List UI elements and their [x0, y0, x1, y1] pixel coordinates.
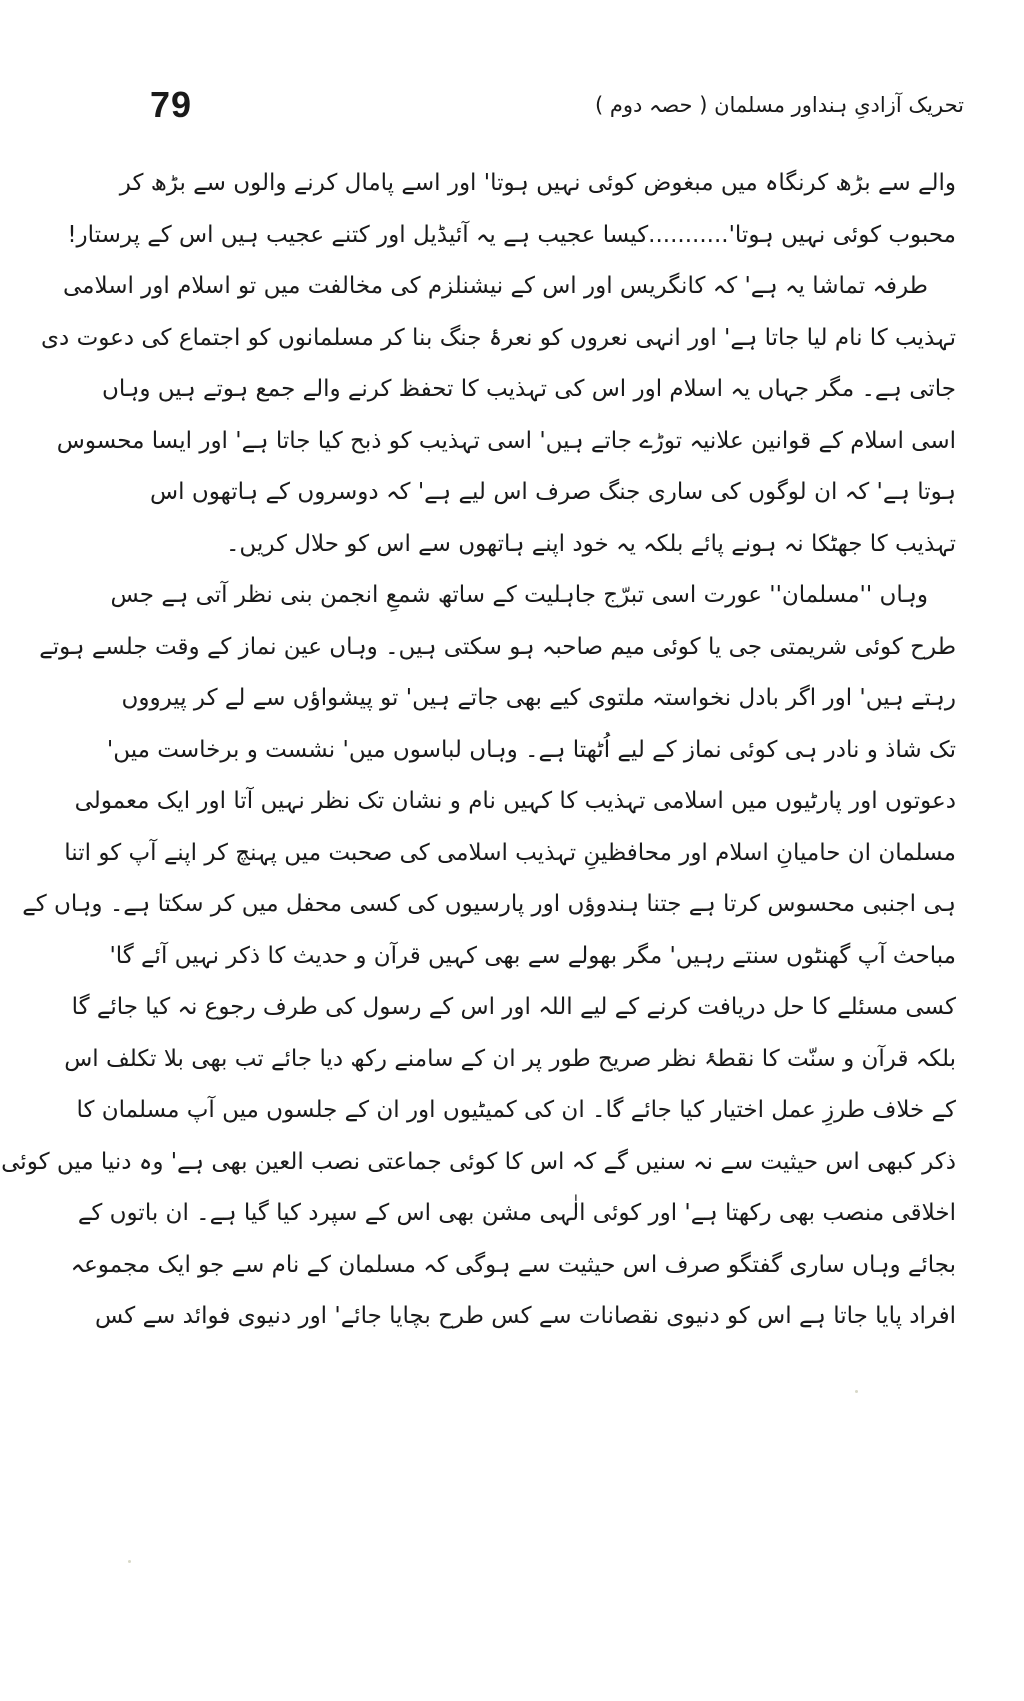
text-line: ذکر کبھی اس حیثیت سے نہ سنیں گے کہ اس کا کوئی جماعتی نصب العین بھی ہے' وہ دنیا میں کوئی	[1, 1148, 956, 1175]
text-line: رہتے ہیں' اور اگر بادل نخواستہ ملتوی کیے بھی جاتے ہیں' تو پیشواؤں سے لے کر پیرووں	[121, 685, 956, 711]
text-line: طرفہ تماشا یہ ہے' کہ کانگریس اور اس کے نیشنلزم کی مخالفت میں تو اسلام اور اسلامی	[62, 273, 928, 299]
text-line: مسلمان ان حامیانِ اسلام اور محافظینِ تہذیب اسلامی کی صحبت میں پہنچ کر اپنے آپ کو اتنا	[64, 839, 956, 866]
text-line: تک شاذ و نادر ہی کوئی نماز کے لیے اُٹھتا ہے۔ وہاں لباسوں میں' نشست و برخاست میں'	[106, 736, 956, 763]
text-line: تہذیب کا جھٹکا نہ ہونے پائے بلکہ یہ خود اپنے ہاتھوں سے اس کو حلال کریں۔	[225, 530, 956, 557]
text-line: طرح کوئی شریمتی جی یا کوئی میم صاحبہ ہو سکتی ہیں۔ وہاں عین نماز کے وقت جلسے ہوتے	[39, 633, 956, 660]
text-line: ہی اجنبی محسوس کرتا ہے جتنا ہندوؤں اور پارسیوں کی کسی محفل میں کر سکتا ہے۔ وہاں کے	[22, 891, 956, 917]
text-line: بجائے وہاں ساری گفتگو صرف اس حیثیت سے ہوگی کہ مسلمان کے نام سے جو ایک مجموعہ	[70, 1251, 956, 1278]
page-number: 79	[150, 84, 193, 125]
text-line: افراد پایا جاتا ہے اس کو دنیوی نقصانات سے کس طرح بچایا جائے' اور دنیوی فوائد سے کس	[94, 1303, 956, 1329]
text-line: والے سے بڑھ کرنگاہ میں مبغوض کوئی نہیں ہوتا' اور اسے پامال کرنے والوں سے بڑھ کر	[119, 170, 956, 196]
text-line: کے خلاف طرزِ عمل اختیار کیا جائے گا۔ ان کی کمیٹیوں اور ان کے جلسوں میں آپ مسلمان کا	[76, 1097, 956, 1123]
text-line: تہذیب کا نام لیا جاتا ہے' اور انہی نعروں کو نعرۂ جنگ بنا کر مسلمانوں کو اجتماع کی دعوت دی	[41, 324, 956, 351]
scan-speck	[855, 1390, 858, 1393]
text-line: محبوب کوئی نہیں ہوتا'...........کیسا عجیب ہے یہ آئیڈیل اور کتنے عجیب ہیں اس کے پرستار!	[67, 221, 956, 248]
page-header	[150, 80, 964, 130]
running-title: تحریک آزادیِ ہنداور مسلمان ( حصہ دوم )	[594, 93, 964, 117]
text-line: بلکہ قرآن و سنّت کا نقطۂ نظر صریح طور پر ان کے سامنے رکھ دیا جائے تب بھی بلا تکلف اس	[64, 1045, 956, 1072]
text-line: وہاں ''مسلمان'' عورت اسی تبرّج جاہلیت کے ساتھ شمعِ انجمن بنی نظر آتی ہے جس	[110, 582, 928, 608]
text-line: اخلاقی منصب بھی رکھتا ہے' اور کوئی الٰہی مشن بھی اس کے سپرد کیا گیا ہے۔ ان باتوں کے	[77, 1200, 956, 1226]
text-line: جاتی ہے۔ مگر جہاں یہ اسلام اور اس کی تہذیب کا تحفظ کرنے والے جمع ہوتے ہیں وہاں	[101, 376, 956, 402]
text-line: ہوتا ہے' کہ ان لوگوں کی ساری جنگ صرف اس لیے ہے' کہ دوسروں کے ہاتھوں اس	[150, 479, 956, 505]
text-line: مباحث آپ گھنٹوں سنتے رہیں' مگر بھولے سے بھی کہیں قرآن و حدیث کا ذکر نہیں آئے گا'	[109, 942, 956, 969]
body-text	[1, 158, 956, 1343]
text-line: کسی مسئلے کا حل دریافت کرنے کے لیے اللہ اور اس کے رسول کی طرف رجوع نہ کیا جائے گا	[71, 994, 956, 1020]
text-line: دعوتوں اور پارٹیوں میں اسلامی تہذیب کا کہیں نام و نشان تک نظر نہیں آتا اور ایک معمولی	[74, 788, 956, 814]
scan-speck	[128, 1560, 131, 1563]
text-line: اسی اسلام کے قوانین علانیہ توڑے جاتے ہیں' اسی تہذیب کو ذبح کیا جاتا ہے' اور ایسا محسوس	[56, 427, 956, 454]
